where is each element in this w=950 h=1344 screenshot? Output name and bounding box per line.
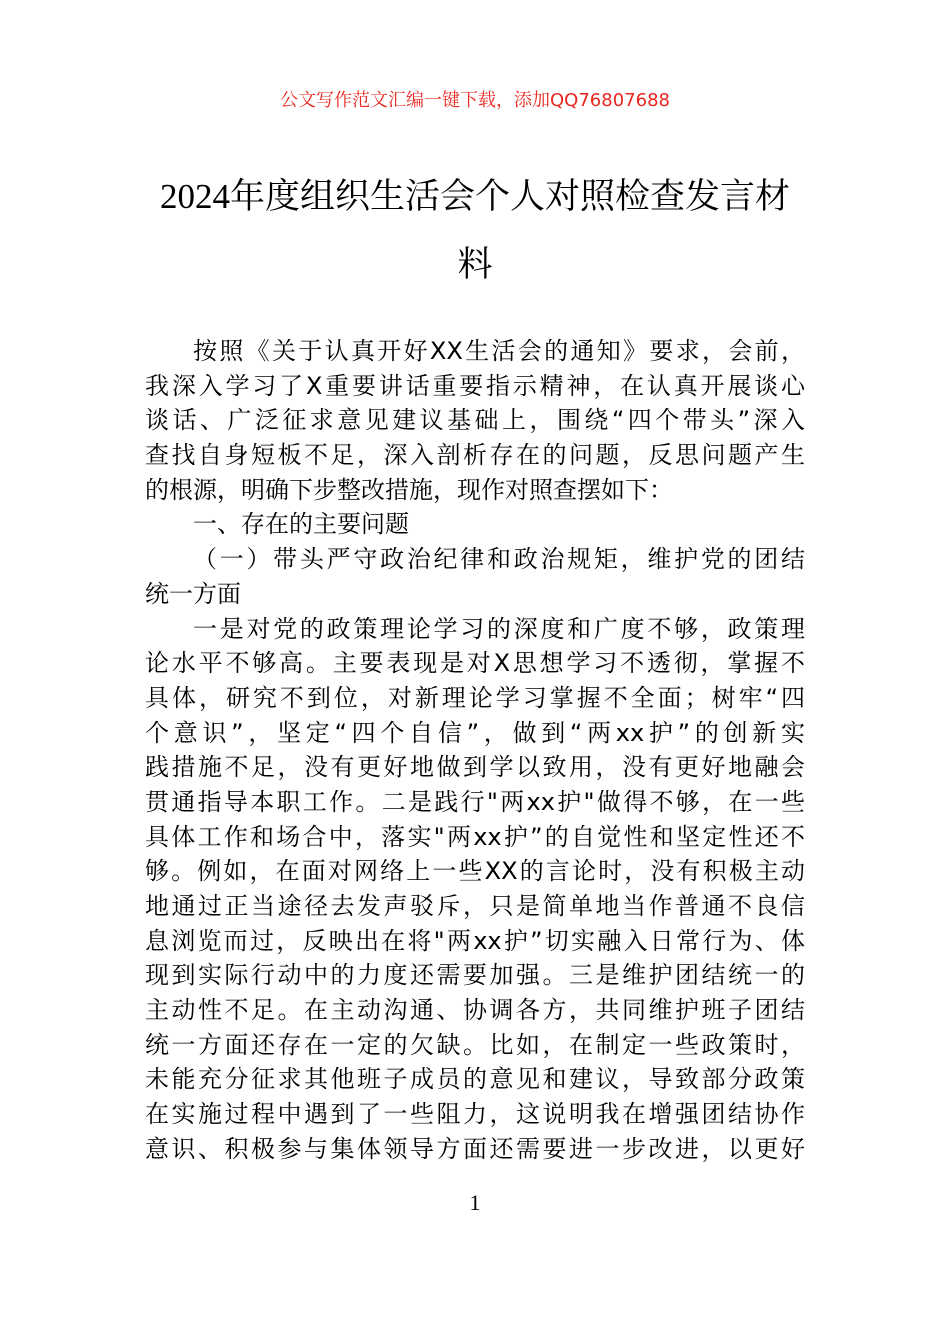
- body-text-line: 谈话、广泛征求意见建议基础上，围绕“四个带头”深入: [145, 406, 805, 435]
- document-body: [145, 334, 805, 1167]
- body-text-line: 践措施不足，没有更好地做到学以致用，没有更好地融会: [145, 753, 805, 782]
- body-text-line: 一、存在的主要问题: [193, 510, 409, 539]
- body-text-line: 地通过正当途径去发声驳斥，只是简单地当作普通不良信: [145, 892, 805, 920]
- body-text-line: 一是对党的政策理论学习的深度和广度不够，政策理: [193, 614, 805, 643]
- body-text-line: 主动性不足。在主动沟通、协调各方，共同维护班子团结: [145, 996, 805, 1025]
- body-text-line: 意识、积极参与集体领导方面还需要进一步改进，以更好: [145, 1134, 805, 1163]
- body-text-line: 未能充分征求其他班子成员的意见和建议，导致部分政策: [145, 1065, 805, 1094]
- title-line-2: 料: [457, 245, 493, 284]
- body-text-line: 具体，研究不到位，对新理论学习掌握不全面；树牢“四: [145, 683, 805, 712]
- body-text-line: 息浏览而过，反映出在将"两xx护”切实融入日常行为、体: [145, 926, 805, 955]
- body-text-line: 统一方面还存在一定的欠缺。比如，在制定一些政策时，: [145, 1030, 805, 1059]
- body-text-line: 现到实际行动中的力度还需要加强。三是维护团结统一的: [145, 961, 805, 990]
- body-text-line: 统一方面: [145, 579, 241, 608]
- body-text-line: 具体工作和场合中，落实"两xx护”的自觉性和坚定性还不: [145, 822, 805, 851]
- download-promo-note: 公文写作范文汇编一键下载，添加QQ76807688: [280, 90, 670, 111]
- body-text-line: （一）带头严守政治纪律和政治规矩，维护党的团结: [193, 545, 805, 574]
- title-line-1: 2024年度组织生活会个人对照检查发言材: [159, 177, 790, 216]
- body-text-line: 的根源，明确下步整改措施，现作对照查摆如下：: [145, 475, 673, 504]
- body-text-line: 在实施过程中遇到了一些阻力，这说明我在增强团结协作: [145, 1100, 805, 1129]
- document-title: [145, 163, 805, 299]
- body-text-line: 按照《关于认真开好XX生活会的通知》要求，会前，: [193, 337, 805, 365]
- body-text-line: 我深入学习了X重要讲话重要指示精神，在认真开展谈心: [145, 371, 805, 400]
- body-text-line: 够。例如，在面对网络上一些XX的言论时，没有积极主动: [145, 857, 805, 886]
- body-text-line: 贯通指导本职工作。二是践行"两xx护"做得不够，在一些: [145, 787, 805, 816]
- body-text-line: 论水平不够高。主要表现是对X思想学习不透彻，掌握不: [145, 649, 805, 678]
- body-text-line: 查找自身短板不足，深入剖析存在的问题，反思问题产生: [145, 441, 805, 470]
- body-text-line: 个意识”，坚定“四个自信”，做到“两xx护”的创新实: [145, 718, 805, 747]
- page-number: 1: [469, 1190, 481, 1215]
